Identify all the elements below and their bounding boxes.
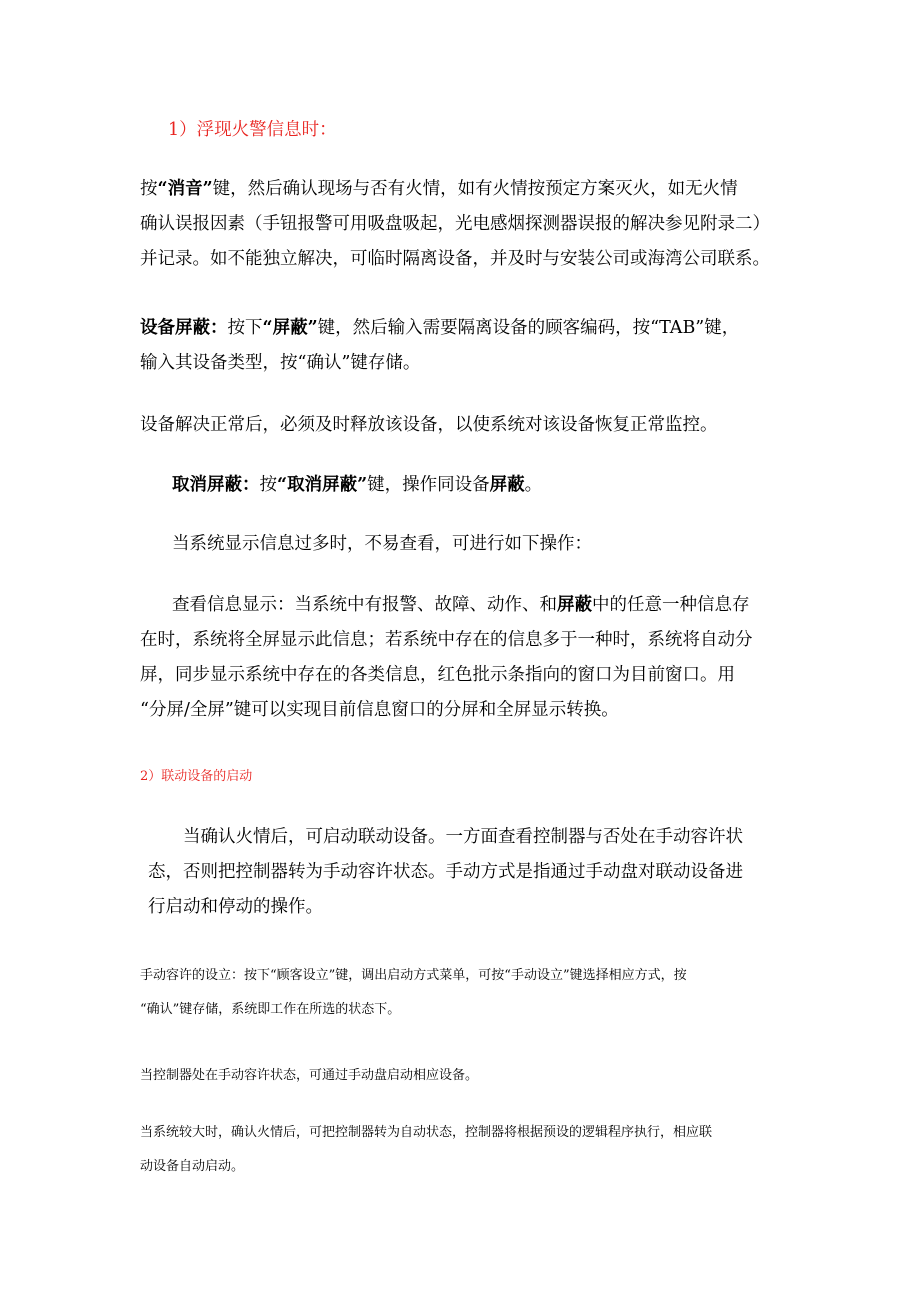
cancel-shield-paragraph (172, 468, 542, 503)
manual-allow-setting-paragraph (140, 959, 687, 1027)
linkage-start-paragraph (148, 820, 743, 925)
linkage-start-line-2: 态，否则把控制器转为手动容许状态。手动方式是指通过手动盘对联动设备进 (148, 862, 743, 882)
silence-text-c: 键，然后确认现场与否有火情，如有火情按预定方案灭火，如无火情 (212, 179, 738, 199)
cancel-shield-label: 取消屏蔽： (172, 475, 260, 495)
silence-line-2: 确认误报因素（手钮报警可用吸盘吸起，光电感烟探测器误报的解决参见附录二） (140, 214, 770, 234)
silence-paragraph (140, 172, 770, 277)
section2-heading: 2）联动设备的启动 (140, 769, 253, 784)
cancel-shield-key-label: “取消屏蔽” (277, 475, 368, 495)
device-shield-text-d: 键，然后输入需要隔离设备的顾客编码，按“TAB”键， (317, 318, 740, 338)
auto-state-paragraph (140, 1116, 712, 1184)
too-much-info-paragraph: 当系统显示信息过多时，不易查看，可进行如下操作： (172, 534, 592, 554)
cancel-shield-text-d: 键，操作同设备 (367, 475, 490, 495)
linkage-start-line-3: 行启动和停动的操作。 (148, 897, 323, 917)
silence-line-3: 并记录。如不能独立解决，可临时隔离设备，并及时与安装公司或海湾公司联系。 (140, 249, 770, 269)
manual-state-paragraph: 当控制器处在手动容许状态，可通过手动盘启动相应设备。 (140, 1068, 479, 1083)
device-shield-line-2: 输入其设备类型，按“确认”键存储。 (140, 353, 421, 373)
auto-state-line-1: 当系统较大时，确认火情后，可把控制器转为自动状态，控制器将根据预设的逻辑程序执行，相应联 (140, 1125, 713, 1140)
view-info-text-b: 屏蔽 (557, 595, 592, 615)
view-info-line-4: “分屏/全屏”键可以实现目前信息窗口的分屏和全屏显示转换。 (140, 700, 619, 720)
silence-text-a: 按 (140, 179, 158, 199)
device-shield-text-b: 按下 (227, 318, 263, 338)
device-shield-paragraph (140, 311, 739, 381)
view-info-line-3: 屏，同步显示系统中存在的各类信息，红色批示条指向的窗口为目前窗口。用 (140, 665, 735, 685)
view-info-text-a: 查看信息显示：当系统中有报警、故障、动作、和 (172, 595, 557, 615)
release-device-paragraph: 设备解决正常后，必须及时释放该设备，以使系统对该设备恢复正常监控。 (140, 415, 718, 435)
manual-allow-line-1: 手动容许的设立：按下“顾客设立”键，调出启动方式菜单，可按“手动设立”键选择相应方式，按 (140, 968, 687, 983)
section1-heading: 1）浮现火警信息时： (168, 120, 337, 140)
linkage-start-line-1: 当确认火情后，可启动联动设备。一方面查看控制器与否处在手动容许状 (183, 827, 743, 847)
view-info-paragraph (140, 588, 753, 728)
silence-key-label: “消音” (157, 179, 213, 199)
cancel-shield-text-b: 按 (259, 475, 277, 495)
shield-key-label: “屏蔽” (262, 318, 318, 338)
view-info-line-2: 在时，系统将全屏显示此信息；若系统中存在的信息多于一种时，系统将自动分 (140, 630, 753, 650)
device-shield-label: 设备屏蔽： (140, 318, 228, 338)
auto-state-line-2: 动设备自动启动。 (140, 1159, 245, 1174)
view-info-text-c: 中的任意一种信息存 (592, 595, 750, 615)
cancel-shield-text-f: 。 (524, 475, 543, 495)
manual-allow-line-2: “确认”键存储，系统即工作在所选的状态下。 (140, 1002, 401, 1017)
cancel-shield-text-e: 屏蔽 (489, 475, 525, 495)
